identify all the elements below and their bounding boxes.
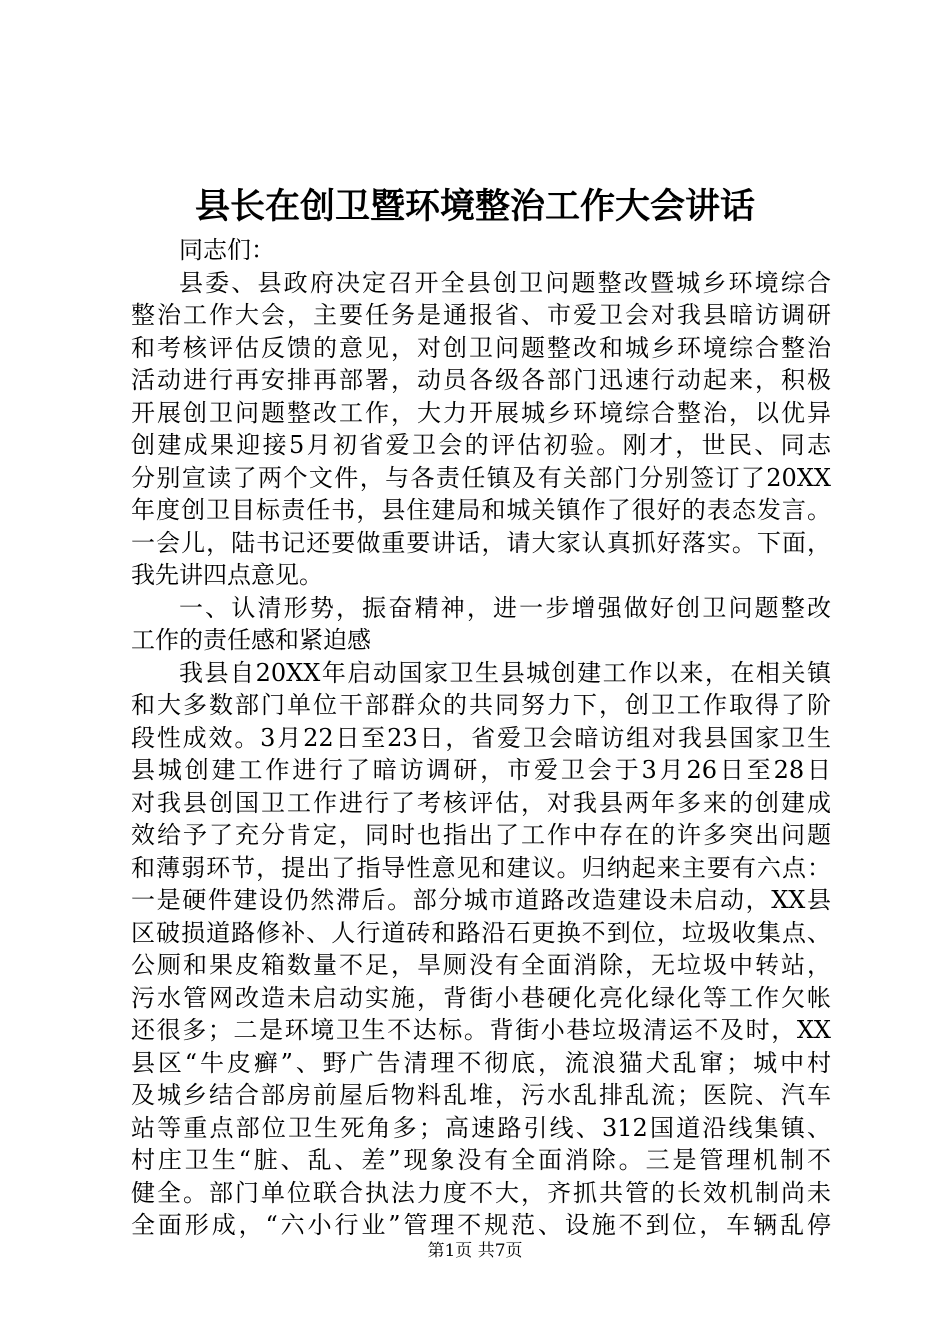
paragraph-line: 一会儿，陆书记还要做重要讲话，请大家认真抓好落实。下面， [131, 528, 831, 557]
paragraph-line: 污水管网改造未启动实施，背街小巷硬化亮化绿化等工作欠帐 [131, 983, 831, 1012]
paragraph-line: 我先讲四点意见。 [131, 561, 323, 589]
paragraph-line: 区破损道路修补、人行道砖和路沿石更换不到位，垃圾收集点、 [131, 918, 831, 947]
document-title: 县长在创卫暨环境整治工作大会讲话 [194, 186, 755, 227]
paragraph-line: 村庄卫生“脏、乱、差”现象没有全面消除。三是管理机制不 [131, 1146, 831, 1174]
paragraph-line: 整治工作大会，主要任务是通报省、市爱卫会对我县暗访调研 [131, 301, 831, 329]
paragraph-line: 健全。部门单位联合执法力度不大，齐抓共管的长效机制尚未 [131, 1178, 831, 1207]
paragraph-line: 对我县创国卫工作进行了考核评估，对我县两年多来的创建成 [131, 788, 831, 817]
paragraph-line: 县区“牛皮癣”、野广告清理不彻底，流浪猫犬乱窜；城中村 [131, 1048, 831, 1077]
document-body [131, 234, 831, 1242]
paragraph-line: 县委、县政府决定召开全县创卫问题整改暨城乡环境综合 [179, 268, 831, 297]
paragraph-line: 一是硬件建设仍然滞后。部分城市道路改造建设未启动，XX县 [131, 886, 831, 914]
paragraph-line: 和考核评估反馈的意见，对创卫问题整改和城乡环境综合整治 [131, 333, 831, 362]
paragraph-line: 效给予了充分肯定，同时也指出了工作中存在的许多突出问题 [131, 821, 831, 849]
paragraph-line-salutation: 同志们： [179, 236, 275, 264]
section-heading-line: 一、认清形势，振奋精神，进一步增强做好创卫问题整改 [179, 593, 831, 622]
paragraph-line: 分别宣读了两个文件，与各责任镇及有关部门分别签订了20XX [131, 463, 831, 492]
paragraph-line: 公厕和果皮箱数量不足，旱厕没有全面消除，无垃圾中转站， [131, 951, 831, 979]
section-heading-line: 工作的责任感和紧迫感 [131, 626, 371, 654]
paragraph-line: 年度创卫目标责任书，县住建局和城关镇作了很好的表态发言。 [131, 496, 831, 524]
paragraph-line: 创建成果迎接5月初省爱卫会的评估初验。刚才，世民、同志 [131, 431, 831, 459]
paragraph-line: 站等重点部位卫生死角多；高速路引线、312国道沿线集镇、 [131, 1113, 831, 1142]
paragraph-line: 我县自20XX年启动国家卫生县城创建工作以来，在相关镇 [179, 658, 831, 687]
paragraph-line: 全面形成，“六小行业”管理不规范、设施不到位，车辆乱停 [131, 1211, 831, 1239]
paragraph-line: 开展创卫问题整改工作，大力开展城乡环境综合整治，以优异 [131, 398, 831, 427]
paragraph-line: 和薄弱环节，提出了指导性意见和建议。归纳起来主要有六点： [131, 853, 831, 882]
page-footer: 第1页 共7页 [427, 1241, 523, 1261]
paragraph-line: 及城乡结合部房前屋后物料乱堆，污水乱排乱流；医院、汽车 [131, 1081, 831, 1109]
paragraph-line: 还很多；二是环境卫生不达标。背街小巷垃圾清运不及时，XX [131, 1016, 831, 1044]
paragraph-line: 和大多数部门单位干部群众的共同努力下，创卫工作取得了阶 [131, 691, 831, 719]
paragraph-line: 段性成效。3月22日至23日，省爱卫会暗访组对我县国家卫生 [131, 723, 831, 752]
paragraph-line: 活动进行再安排再部署，动员各级各部门迅速行动起来，积极 [131, 366, 831, 394]
paragraph-line: 县城创建工作进行了暗访调研，市爱卫会于3月26日至28日 [131, 756, 831, 784]
